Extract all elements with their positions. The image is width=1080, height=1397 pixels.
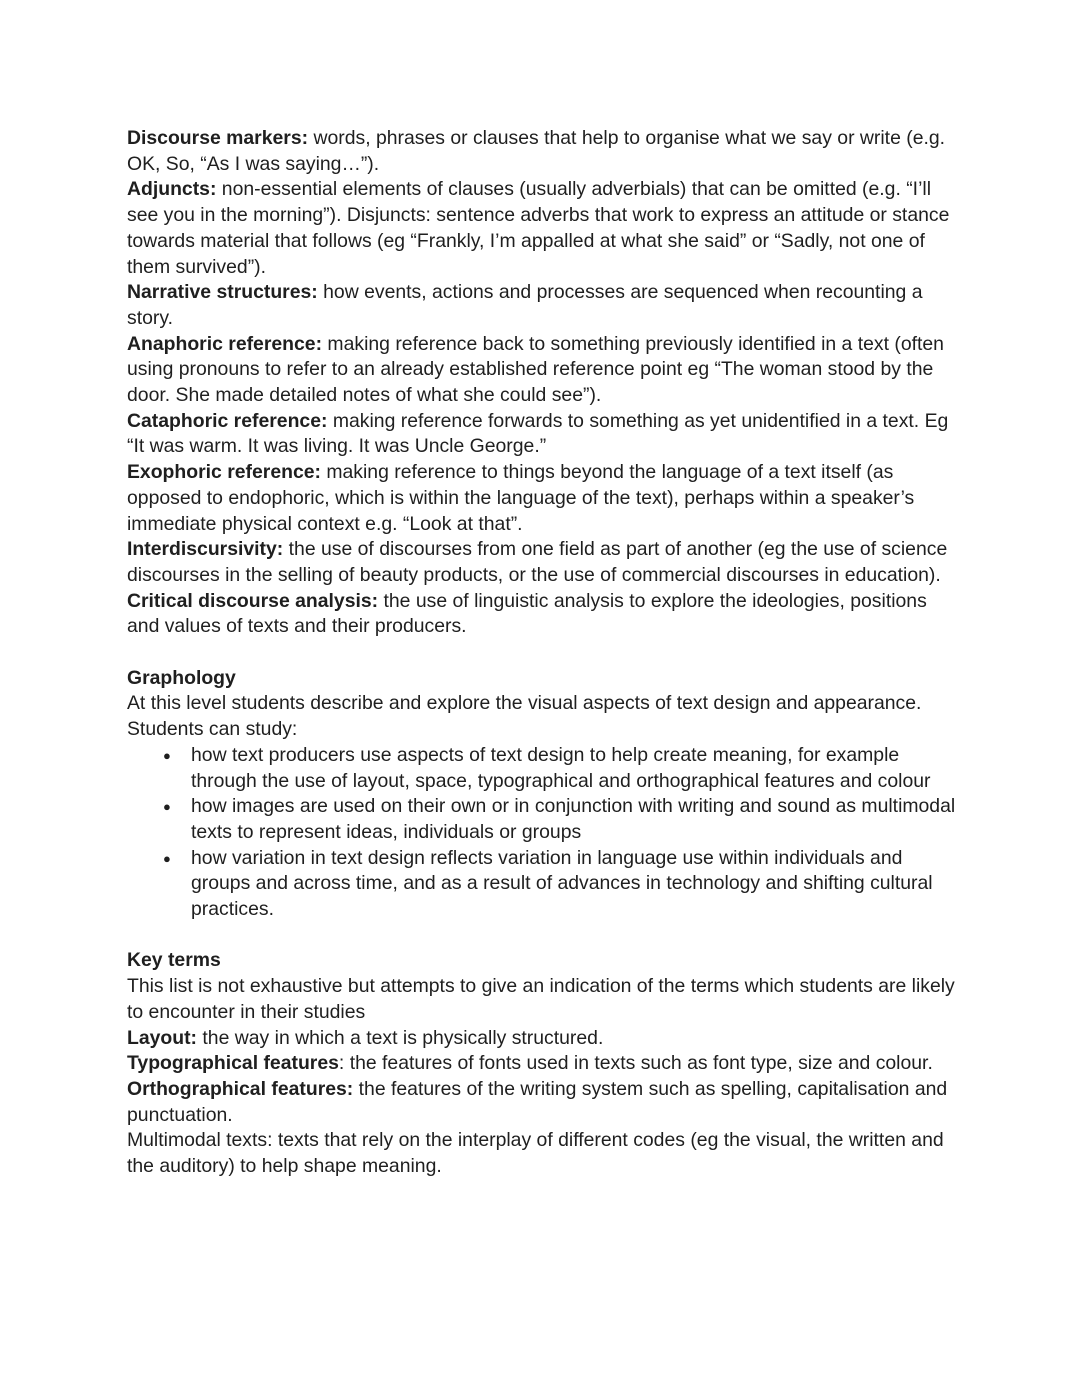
glossary-entry xyxy=(127,332,957,409)
graphology-section xyxy=(127,666,957,923)
section-heading: Graphology xyxy=(127,666,236,689)
list-item: ● how text producers use aspects of text design to help create meaning, for example through the use of layout, space, typographical and orthographical features and colour xyxy=(191,743,957,794)
spacer xyxy=(127,923,957,949)
glossary-entry xyxy=(127,1077,957,1128)
glossary-term: Critical discourse analysis: xyxy=(127,589,379,612)
glossary-definition: non-essential elements of clauses (usually adverbials) that can be omitted (e.g. “I’ll see you in the morning”). Disjuncts: sentence adverbs that work to express an attitude or stance towards material that follows (eg “Frankly, I’m appalled at what she said” or “Sadly, not one of them survived”). xyxy=(127,178,950,278)
spacer xyxy=(127,640,957,666)
glossary-definition: making reference to things beyond the language of a text itself (as opposed to endophoric, which is within the language of the text), perhaps within a speaker’s immediate physical context e.g. “Look at that”. xyxy=(127,461,915,535)
glossary-entry xyxy=(127,409,957,460)
glossary-entry xyxy=(127,1051,957,1077)
glossary-term: Discourse markers: xyxy=(127,127,309,149)
glossary-definition: the way in which a text is physically structured. xyxy=(197,1026,604,1049)
section-heading: Key terms xyxy=(127,949,221,972)
glossary-definition: how events, actions and processes are sequenced when recounting a story. xyxy=(127,281,923,329)
glossary-term: Orthographical features: xyxy=(127,1077,354,1100)
glossary-term: Narrative structures: xyxy=(127,281,318,304)
glossary-definition: the use of discourses from one field as part of another (eg the use of science discourses in the selling of beauty products, or the use of commercial discourses in education). xyxy=(127,538,948,586)
glossary-definition: : the features of fonts used in texts such as font type, size and colour. xyxy=(338,1052,933,1075)
glossary-term: Layout: xyxy=(127,1026,198,1049)
glossary-term: Cataphoric reference: xyxy=(127,409,328,432)
glossary-term: Anaphoric reference: xyxy=(127,332,323,355)
glossary-entry-plain: Multimodal texts: texts that rely on the interplay of different codes (eg the visual, the written and the auditory) to help shape meaning. xyxy=(127,1129,944,1178)
glossary-term: Interdiscursivity: xyxy=(127,538,284,561)
key-terms-section xyxy=(127,948,957,1179)
glossary-section xyxy=(127,126,957,640)
glossary-entry xyxy=(127,1026,957,1052)
list-item: ● how images are used on their own or in conjunction with writing and sound as multimodal texts to represent ideas, individuals or groups xyxy=(191,794,957,845)
glossary-definition: making reference forwards to something as yet unidentified in a text. Eg “It was warm. It was living. It was Uncle George.” xyxy=(127,409,949,458)
glossary-entry xyxy=(127,589,957,640)
section-intro: At this level students describe and explore the visual aspects of text design and appearance. Students can study: xyxy=(127,692,922,741)
glossary-definition: the features of the writing system such as spelling, capitalisation and punctuation. xyxy=(127,1077,948,1126)
glossary-entry xyxy=(127,537,957,588)
section-intro: This list is not exhaustive but attempts to give an indication of the terms which students are likely to encounter in their studies xyxy=(127,975,955,1023)
glossary-entry xyxy=(127,280,957,331)
glossary-entry xyxy=(127,126,957,177)
glossary-entry xyxy=(127,460,957,537)
glossary-term: Exophoric reference: xyxy=(127,461,321,484)
glossary-definition: the use of linguistic analysis to explore the ideologies, positions and values of texts and their producers. xyxy=(127,589,927,638)
document-page xyxy=(127,126,957,1180)
bullet-list xyxy=(127,743,957,923)
glossary-definition: words, phrases or clauses that help to organise what we say or write (e.g. OK, So, “As I was saying…”). xyxy=(127,127,946,175)
glossary-term: Adjuncts: xyxy=(127,178,217,201)
glossary-definition: making reference back to something previously identified in a text (often using pronouns to refer to an already established reference point eg “The woman stood by the door. She made detailed notes of what she could see”). xyxy=(127,332,944,407)
list-item: ● how variation in text design reflects variation in language use within individuals and groups and across time, and as a result of advances in technology and shifting cultural practices. xyxy=(191,846,957,923)
glossary-term: Typographical features xyxy=(127,1052,339,1075)
glossary-entry xyxy=(127,177,957,280)
